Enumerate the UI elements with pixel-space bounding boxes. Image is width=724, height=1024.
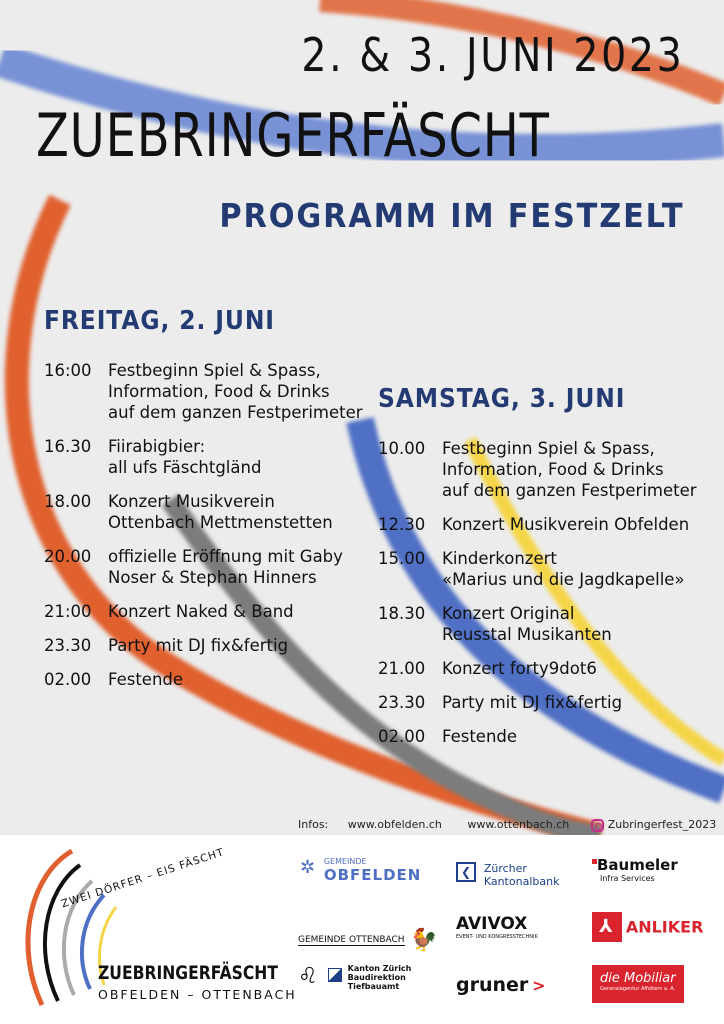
zkb-logo-icon: ❮: [456, 862, 476, 882]
baumeler-name: Baumeler: [597, 856, 678, 874]
baumeler-sub: Infra Services: [600, 874, 655, 883]
sponsor-ottenbach: [298, 928, 438, 953]
avivox-sub: EVENT- UND KONGRESSTECHNIK: [456, 934, 538, 940]
schedule-text: Festende: [108, 670, 184, 689]
mobiliar-name: die Mobiliar: [600, 971, 676, 986]
schedule-text: Konzert Naked & Band: [108, 602, 294, 621]
schedule-time: 02.00: [378, 727, 426, 746]
schedule-text: Fiirabigbier: all ufs Fäschtgländ: [108, 437, 262, 477]
schedule-text: Festende: [442, 727, 518, 746]
schedule-item: [44, 601, 364, 622]
schedule-time: 21.00: [378, 659, 426, 678]
infos-label: Infos:: [298, 818, 329, 831]
schedule-text: Konzert Musikverein Obfelden: [442, 515, 690, 534]
anliker-logo-icon: ⅄: [592, 912, 622, 942]
schedule-item: [44, 436, 364, 478]
gruner-name: gruner: [456, 974, 529, 996]
schedule-item: [378, 692, 708, 713]
festival-logo-name: ZUEBRINGERFÄSCHT: [98, 962, 278, 984]
schedule-item: [378, 548, 708, 590]
infos-line: [298, 818, 716, 832]
saturday-schedule: [378, 438, 708, 760]
festival-date: 2. & 3. JUNI 2023: [300, 28, 684, 82]
schedule-item: [44, 669, 364, 690]
mobiliar-sub: Generalagentur Affoltern a. A.: [600, 986, 676, 992]
kanton-line2: Baudirektion: [347, 973, 406, 982]
schedule-time: 10.00: [378, 439, 426, 458]
obfelden-big: OBFELDEN: [323, 866, 422, 884]
friday-schedule: [44, 360, 364, 703]
sponsor-baumeler: [592, 856, 678, 883]
ottenbach-name: GEMEINDE OTTENBACH: [298, 935, 405, 945]
zkb-line1: Zürcher: [483, 862, 527, 875]
schedule-time: 02.00: [44, 670, 92, 689]
sponsor-mobiliar: [592, 965, 684, 1003]
obfelden-crest-icon: ✲: [300, 857, 316, 878]
kanton-flag-icon: [328, 968, 342, 982]
obfelden-small: GEMEINDE: [323, 857, 367, 866]
kanton-line1: Kanton Zürich: [347, 964, 412, 973]
schedule-text: Konzert Original Reusstal Musikanten: [442, 604, 612, 644]
schedule-time: 18.00: [44, 492, 92, 511]
schedule-time: 18.30: [378, 604, 426, 623]
lion-crest-icon: ♌: [298, 964, 318, 989]
program-subtitle: PROGRAMM IM FESTZELT: [219, 196, 684, 235]
schedule-text: Party mit DJ fix&fertig: [442, 693, 623, 712]
gruner-arrow-icon: >: [532, 976, 546, 995]
rooster-icon: 🐓: [410, 928, 438, 953]
schedule-text: offizielle Eröffnung mit Gaby Noser & Stephan Hinners: [108, 547, 343, 587]
schedule-item: [378, 438, 708, 501]
schedule-item: [378, 514, 708, 535]
avivox-name: AVIVOX: [456, 914, 528, 934]
anliker-name: ANLIKER: [625, 917, 704, 937]
instagram-handle[interactable]: Zubringerfest_2023: [607, 818, 717, 831]
festival-logo-sub: OBFELDEN – OTTENBACH: [98, 987, 297, 1002]
schedule-item: [44, 360, 364, 423]
sponsor-zkb: [456, 862, 559, 888]
kanton-line3: Tiefbauamt: [347, 982, 400, 991]
schedule-time: 15.00: [378, 549, 426, 568]
sponsor-gruner: [456, 974, 546, 996]
schedule-text: Kinderkonzert «Marius und die Jagdkapelle»: [442, 549, 685, 589]
sponsor-obfelden: [300, 857, 421, 884]
zkb-line2: Kantonalbank: [483, 875, 560, 888]
schedule-item: [378, 603, 708, 645]
schedule-item: [44, 546, 364, 588]
saturday-title: SAMSTAG, 3. JUNI: [378, 384, 626, 414]
sponsor-avivox: [456, 914, 538, 940]
schedule-text: Festbeginn Spiel & Spass, Information, Food & Drinks auf dem ganzen Festperimeter: [108, 361, 363, 422]
schedule-time: 16:00: [44, 361, 92, 380]
friday-title: FREITAG, 2. JUNI: [44, 306, 275, 336]
schedule-time: 23.30: [44, 636, 92, 655]
schedule-item: [44, 491, 364, 533]
schedule-time: 23.30: [378, 693, 426, 712]
instagram-icon: [591, 819, 604, 832]
obfelden-link[interactable]: www.obfelden.ch: [347, 818, 442, 831]
sponsor-kanton: [298, 964, 411, 1000]
schedule-text: Konzert Musikverein Ottenbach Mettmenstetten: [108, 492, 333, 532]
schedule-time: 16.30: [44, 437, 92, 456]
schedule-time: 21:00: [44, 602, 92, 621]
schedule-text: Konzert forty9dot6: [442, 659, 597, 678]
ottenbach-link[interactable]: www.ottenbach.ch: [467, 818, 570, 831]
schedule-time: 12.30: [378, 515, 426, 534]
sponsor-anliker: [592, 912, 703, 942]
schedule-time: 20.00: [44, 547, 92, 566]
schedule-text: Party mit DJ fix&fertig: [108, 636, 289, 655]
festival-title: ZUEBRINGERFÄSCHT: [36, 101, 550, 171]
festival-logo-slogan: ZWEI DÖRFER – EIS FÄSCHT: [60, 846, 226, 911]
schedule-text: Festbeginn Spiel & Spass, Information, Food & Drinks auf dem ganzen Festperimeter: [442, 439, 697, 500]
schedule-item: [44, 635, 364, 656]
schedule-item: [378, 658, 708, 679]
schedule-item: [378, 726, 708, 747]
